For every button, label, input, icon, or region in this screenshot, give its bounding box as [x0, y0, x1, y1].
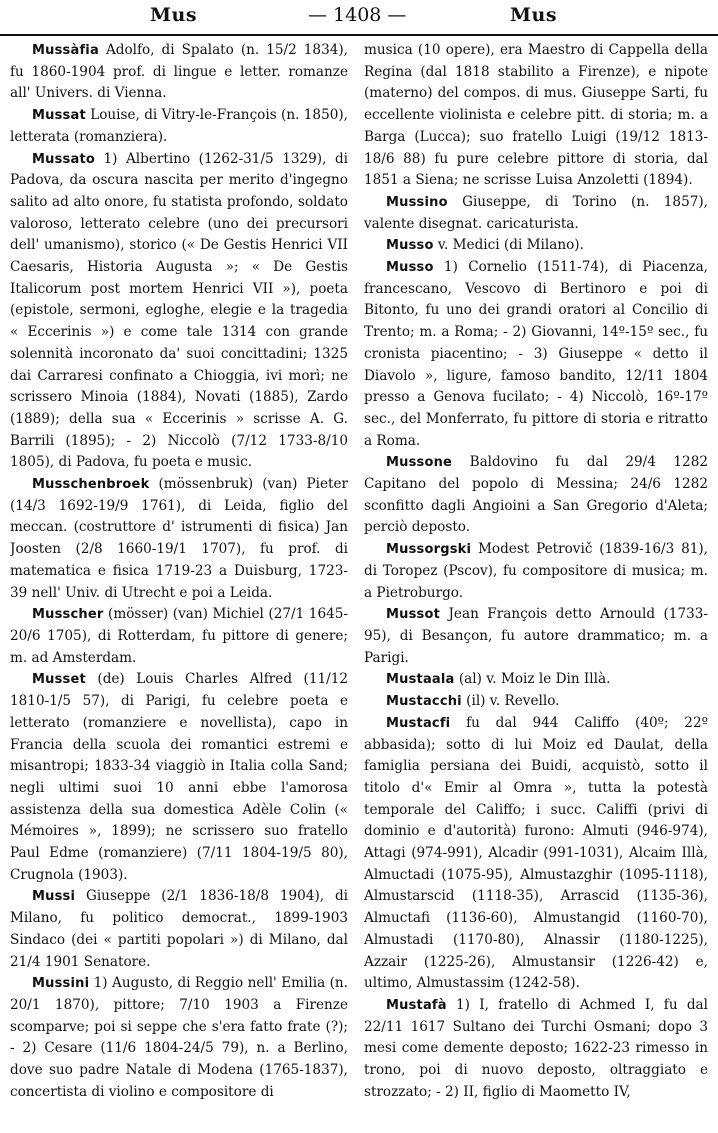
dictionary-entry: [10, 886, 348, 973]
dictionary-entry: [364, 691, 708, 713]
entry-text: Giuseppe, di Torino (n. 1857), valente disegnat. caricaturista.: [364, 193, 708, 232]
entry-headword: Mussorgski: [386, 542, 472, 558]
entry-text: musica (10 opere), era Maestro di Cappella della Regina (dal 1818 stabilito a Firenze), e nipote (materno) del compos. di mus. Giuseppe Sarti, fu eccellente violinista e celebre pitt. di storia; m. a Barga (Lucca); suo fratello Luigi (19/12 1813-18/6 88) fu pure celebre pittore di storia, dal 1851 a Siena; ne scrisse Luisa Anzoletti (1894).: [364, 42, 708, 189]
dictionary-entry: [10, 973, 348, 1103]
dictionary-entry: [10, 474, 348, 604]
entry-headword: Mussone: [386, 455, 453, 471]
header-left-headword: Mus: [150, 4, 198, 26]
right-column: [364, 40, 708, 1130]
entry-headword: Mussato: [32, 151, 95, 167]
entry-headword: Mustafà: [386, 997, 447, 1013]
entry-text: 1) I, fratello di Achmed I, fu dal 22/11 1617 Sultano dei Turchi Osmani; dopo 3 mesi come demente deposto; 1622-23 rimesso in trono, poi di nuovo deposto, oltraggiato e strozzato; - 2) II, figlio di Maometto IV,: [364, 996, 708, 1100]
dictionary-entry: [10, 105, 348, 148]
running-header: [0, 2, 718, 36]
entry-headword: Musso: [386, 238, 434, 254]
entry-text: Louise, di Vitry-le-François (n. 1850), letterata (romanziera).: [10, 107, 348, 145]
dictionary-entry: [10, 149, 348, 475]
entry-text: 1) Cornelio (1511-74), di Piacenza, francescano, Vescovo di Bertinoro e poi di Bitonto, fu uno dei grandi oratori al Concilio di Trento; m. a Roma; - 2) Giovanni, 14º-15º sec., fu cronista piacentino; - 3) Giuseppe « detto il Diavolo », ligure, famoso bandito, 12/11 1804 presso a Genova fucilato; - 4) Niccolò, 16º-17º sec., del Monferrato, fu pittore di storia e ritratto a Roma.: [364, 259, 708, 449]
entry-headword: Mustacfi: [386, 715, 451, 731]
entry-text: Giuseppe (2/1 1836-18/8 1904), di Milano, fu politico democrat., 1899-1903 Sindaco (dei « partiti popolari ») di Milano, dal 21/4 1901 Senatore.: [10, 888, 348, 970]
entry-text: fu dal 944 Califfo (40º; 22º abbasida); sotto di lui Moiz ed Daulat, della famiglia persiana dei Buidi, acquistò, sotto il titolo d'« Emir al Omra », tutta la potestà temporale del Califfo; i succ. Califfi (privi di dominio e d'autorità) furono: Almuti (946-974), Attagi (974-991), Alcadir (991-1031), Alcaim Illà, Almuctadi (1075-95), Almustazghir (1095-1118), Almustarscid (1118-35), Arrascid (1135-36), Almuctafi (1136-60), Almustangid (1160-70), Almustadi (1170-80), Alnassir (1180-1225), Azzair (1225-26), Almustansir (1226-42) e, ultimo, Almustassim (1242-58).: [364, 714, 708, 992]
dictionary-entry: [364, 713, 708, 995]
entry-headword: Mussino: [386, 194, 448, 210]
entry-text: v. Medici (di Milano).: [433, 237, 584, 254]
entry-headword: Musso: [386, 260, 434, 276]
left-column: [10, 40, 348, 1130]
dictionary-entry: [10, 669, 348, 886]
dictionary-entry: [364, 604, 708, 669]
dictionary-entry: [364, 235, 708, 257]
entry-headword: Musscher: [32, 607, 104, 623]
entry-text: (il) v. Revello.: [461, 693, 560, 710]
entry-text: (mössenbruk) (van) Pieter (14/3 1692-19/9 1761), di Leida, figlio del meccan. (costruttore d' istrumenti di fisica) Jan Joosten (2/8 1660-19/1 1707), fu prof. di matematica e fisica 1719-23 a Duisburg, 1723-39 nell' Univ. di Utrecht e poi a Leida.: [10, 476, 348, 601]
dictionary-entry: [364, 452, 708, 539]
entry-headword: Mussàfia: [32, 43, 99, 58]
entry-headword: Mussot: [386, 607, 441, 623]
entry-text: Modest Petrovič (1839-16/3 81), di Toropez (Pscov), fu compositore di musica; m. a Pietroburgo.: [364, 541, 708, 601]
entry-headword: Mustacchi: [386, 694, 462, 710]
dictionary-entry: [364, 192, 708, 235]
dictionary-entry-continued: [364, 40, 708, 192]
entry-text: Baldovino fu dal 29/4 1282 Capitano del popolo di Messina; 24/6 1282 sconfitto dagli Angioini a San Gregorio d'Aleta; perciò deposto.: [364, 454, 708, 536]
entry-text: Jean François detto Arnould (1733-95), di Besançon, fu autore drammatico; m. a Parigi.: [364, 606, 708, 666]
dictionary-entry: [364, 257, 708, 452]
entry-text: Adolfo, di Spalato (n. 15/2 1834), fu 1860-1904 prof. di lingue e letter. romanze all' Univers. di Vienna.: [10, 42, 348, 102]
entry-headword: Mussi: [32, 889, 76, 905]
header-right-headword: Mus: [510, 4, 558, 26]
entry-text: 1) Albertino (1262-31/5 1329), di Padova, da oscura nascita per merito d'ingegno salito ad alto onore, fu statista profondo, soldato valoroso, letterato celebre (uno dei precursori dell' umanismo), storico (« De Gestis Henrici VII Caesaris, Historia Augusta »; « De Gestis Italicorum post mortem Henrici VII »), poeta (epistole, sermoni, egloghe, elegie e la tragedia « Eccerinis ») e come tale 1314 con grande solennità incoronato da' suoi concittadini; 1325 dai Carraresi confinato a Chioggia, ivi morì; ne scrissero Minoia (1884), Novati (1885), Zardo (1889); della sua « Eccerinis » scrisse A. G. Barrili (1895); - 2) Niccolò (7/12 1733-8/10 1805), di Padova, fu poeta e music.: [10, 150, 348, 471]
entry-headword: Musschenbroek: [32, 477, 150, 493]
entry-text: (de) Louis Charles Alfred (11/12 1810-1/5 57), di Parigi, fu celebre poeta e letterato (romanziere e novellista), capo in Francia della scuola dei romantici estremi e misantropi; 1833-34 viaggiò in Italia colla Sand; negli ultimi suoi 10 anni ebbe l'amorosa assistenza della sua domestica Adèle Colin (« Mémoires », 1899); ne scrissero suo fratello Paul Edme (romanziere) (7/11 1804-19/5 80), Crugnola (1903).: [10, 671, 348, 883]
entry-text: (mösser) (van) Michiel (27/1 1645-20/6 1705), di Rotterdam, fu pittore di genere; m. ad Amsterdam.: [10, 606, 348, 666]
entry-headword: Mussat: [32, 108, 86, 124]
entry-headword: Mussini: [32, 976, 90, 992]
dictionary-entry: [10, 40, 348, 105]
entry-text: (al) v. Moiz le Din Illà.: [454, 671, 611, 688]
entry-headword: Mustaala: [386, 672, 455, 688]
dictionary-entry: [364, 669, 708, 691]
dictionary-entry: [364, 995, 708, 1104]
dictionary-entry: [364, 539, 708, 604]
entry-headword: Musset: [32, 672, 86, 688]
dictionary-entry: [10, 604, 348, 669]
page-number: — 1408 —: [308, 4, 407, 26]
entry-text: 1) Augusto, di Reggio nell' Emilia (n. 20/1 1870), pittore; 7/10 1903 a Firenze scomparve; poi si seppe che s'era fatto frate (?); - 2) Cesare (11/6 1804-24/5 79), n. a Berlino, dove suo padre Natale di Modena (1765-1837), concertista di violino e compositore di: [10, 975, 348, 1100]
